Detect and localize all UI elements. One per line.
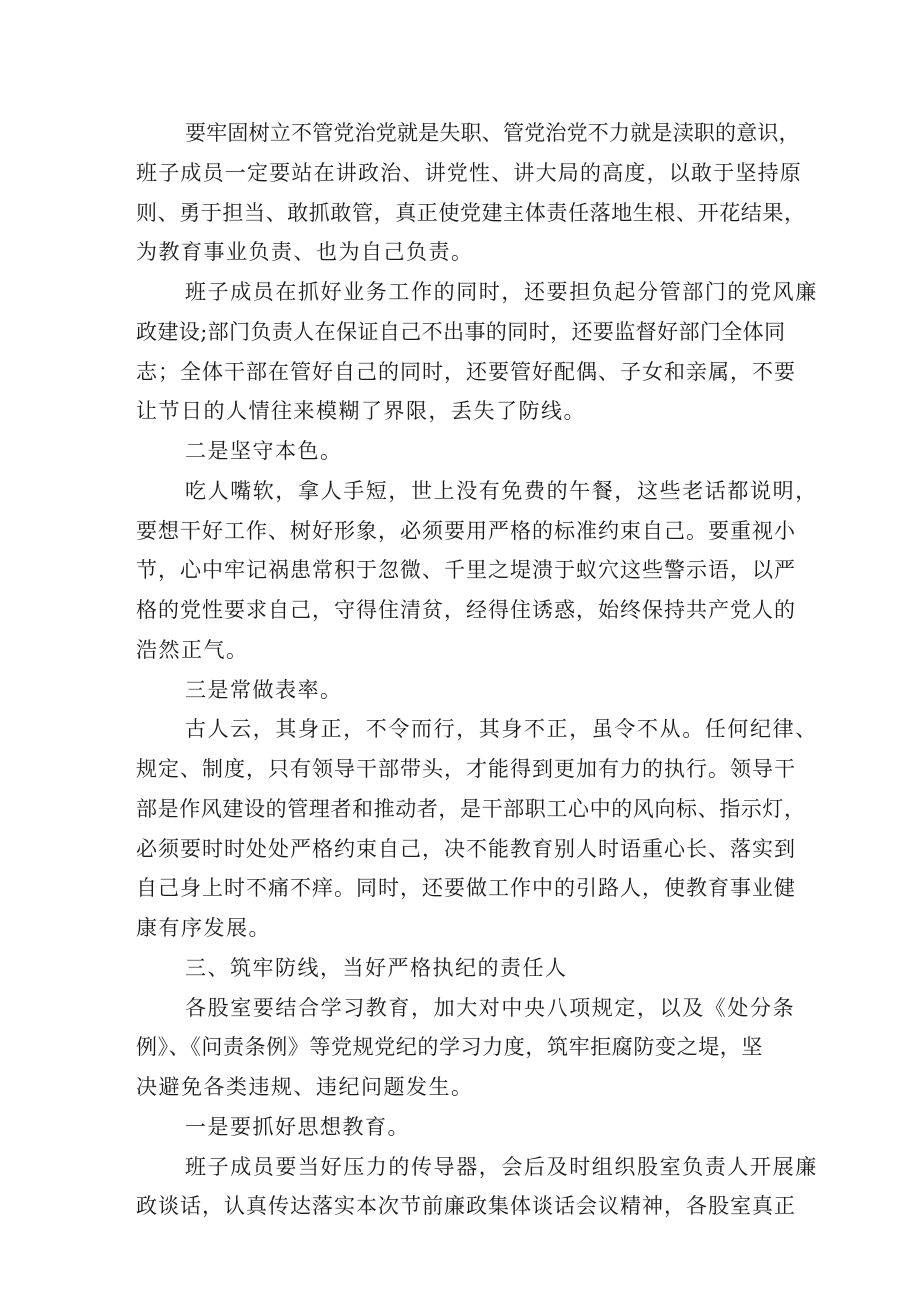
- text-line: 规定、制度，只有领导干部带头，才能得到更加有力的执行。领导干: [136, 757, 796, 781]
- text-line: 为教育事业负责、也为自己负责。: [136, 240, 474, 264]
- text-line: 要牢固树立不管党治党就是失职、管党治党不力就是渎职的意识，: [185, 121, 800, 145]
- text-line: 让节日的人情往来模糊了界限，丢失了防线。: [136, 399, 586, 423]
- text-line: 古人云，其身正，不令而行，其身不正，虽令不从。任何纪律、: [185, 717, 818, 741]
- text-line: 部是作风建设的管理者和推动者，是干部职工心中的风向标、指示灯，: [136, 797, 806, 821]
- text-line: 班子成员要当好压力的传导器，会后及时组织股室负责人开展廉: [185, 1155, 818, 1179]
- text-line: 浩然正气。: [136, 638, 249, 662]
- section-heading: 一是要抓好思想教育。: [185, 1115, 410, 1139]
- text-line: 则、勇于担当、敢抓敢管，真正使党建主体责任落地生根、开花结果，: [136, 201, 806, 225]
- text-line: 格的党性要求自己，守得住清贫，经得住诱惑，始终保持共产党人的: [136, 598, 796, 622]
- text-line: 决避免各类违规、违纪问题发生。: [136, 1075, 474, 1099]
- text-line: 吃人嘴软，拿人手短，世上没有免费的午餐，这些老话都说明，: [185, 479, 818, 503]
- section-heading: 三是常做表率。: [185, 678, 343, 702]
- text-line: 班子成员在抓好业务工作的同时，还要担负起分管部门的党风廉: [185, 280, 818, 304]
- section-heading: 三、筑牢防线，当好严格执纪的责任人: [185, 956, 568, 980]
- section-heading: 二是坚守本色。: [185, 439, 343, 463]
- text-line: 各股室要结合学习教育，加大对中央八项规定，以及《处分条: [185, 996, 796, 1020]
- text-line: 志；全体干部在管好自己的同时，还要管好配偶、子女和亲属，不要: [136, 360, 796, 384]
- text-line: 班子成员一定要站在讲政治、讲党性、讲大局的高度，以敢于坚持原: [136, 161, 802, 185]
- text-line: 政谈话，认真传达落实本次节前廉政集体谈话会议精神，各股室真正: [136, 1194, 796, 1218]
- text-line: 必须要时时处处严格约束自己，决不能教育别人时语重心长、落实到: [136, 837, 796, 861]
- text-line: 康有序发展。: [136, 916, 271, 940]
- text-line: 政建设;部门负责人在保证自己不出事的同时，还要监督好部门全体同: [136, 320, 786, 344]
- text-line: 例》、《问责条例》等党规党纪的学习力度，筑牢拒腐防变之堤，坚: [136, 1035, 763, 1059]
- text-line: 要想干好工作、树好形象，必须要用严格的标准约束自己。要重视小: [136, 519, 796, 543]
- text-line: 节，心中牢记祸患常积于忽微、千里之堤溃于蚁穴这些警示语，以严: [136, 558, 796, 582]
- text-line: 自己身上时不痛不痒。同时，还要做工作中的引路人，使教育事业健: [136, 876, 796, 900]
